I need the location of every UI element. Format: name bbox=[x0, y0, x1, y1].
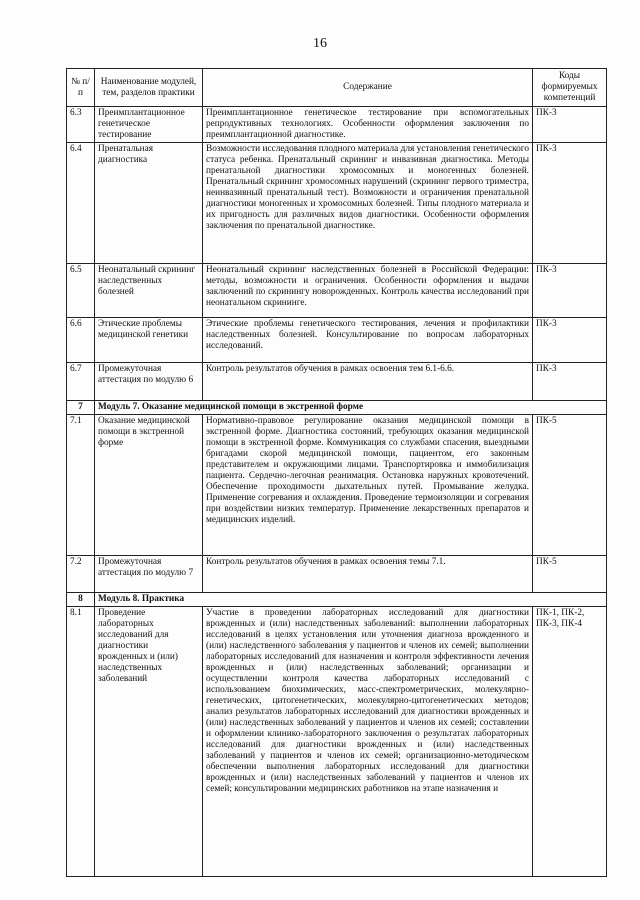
table-row bbox=[67, 556, 607, 593]
row-name: Проведение лабораторных исследований для диагностики врожденных и (или) наследственных заболеваний bbox=[95, 607, 203, 877]
row-codes: ПК-3 bbox=[533, 363, 607, 401]
header-num: № п/п bbox=[67, 69, 95, 107]
row-content: Контроль результатов обучения в рамках освоения темы 7.1. bbox=[203, 556, 533, 593]
header-name: Наименование модулей, тем, разделов практики bbox=[95, 69, 203, 107]
page-number: 16 bbox=[313, 36, 327, 51]
row-content: Неонатальный скрининг наследственных болезней в Российской Федерации: методы, возможности и ограничения. Особенности оформления и выдачи заключений по скринингу новорожденных. Контроль качества исследований при неонатальном скрининге. bbox=[203, 264, 533, 318]
row-name: Пренатальная диагностика bbox=[95, 143, 203, 264]
module-heading-row bbox=[67, 401, 607, 415]
table-header-row bbox=[67, 69, 607, 107]
table-row bbox=[67, 107, 607, 143]
row-name: Оказание медицинской помощи в экстренной форме bbox=[95, 415, 203, 556]
row-name: Промежуточная аттестация по модулю 7 bbox=[95, 556, 203, 593]
header-codes: Коды формируемых компетенций bbox=[533, 69, 607, 107]
row-name: Этические проблемы медицинской генетики bbox=[95, 318, 203, 363]
row-codes: ПК-3 bbox=[533, 318, 607, 363]
row-codes: ПК-3 bbox=[533, 143, 607, 264]
row-codes: ПК-3 bbox=[533, 264, 607, 318]
row-num: 6.5 bbox=[67, 264, 95, 318]
module-title: Модуль 7. Оказание медицинской помощи в экстренной форме bbox=[95, 401, 607, 415]
row-content: Участие в проведении лабораторных исследований для диагностики врожденных и (или) наследственных заболеваний: выполнении лабораторных исследований в целях установления или уточнения диагноза врожденного и (или) наследственного заболевания у пациентов и членов их семей; выполнении лабораторных исследований для назначения и контроля эффективности лечения врожденных и (или) наследственных заболеваний; организации и осуществлении контроля качества лабораторных исследований с использованием биохимических, масс-спектрометрических, молекулярно-генетических, цитогенетических, молекулярно-цитогенетических методов; анализ результатов лабораторных исследований для диагностики врожденных и (или) наследственных заболеваний у пациентов и членов их семей; составлении и оформлении клинико-лабораторного заключения о результатах лабораторных исследований для диагностики врожденных и (или) наследственных заболеваний у пациентов и членов их семей; организационно-методическом обеспечении выполнения лабораторных исследований для диагностики врожденных и (или) наследственных заболеваний у пациентов и членов их семей; консультировании медицинских работников на этапе назначения и bbox=[203, 607, 533, 877]
module-heading-row bbox=[67, 593, 607, 607]
table-row bbox=[67, 607, 607, 877]
row-num: 7.1 bbox=[67, 415, 95, 556]
row-num: 7.2 bbox=[67, 556, 95, 593]
row-content: Нормативно-правовое регулирование оказания медицинской помощи в экстренной форме. Диагностика состояний, требующих оказания медицинской помощи в экстренной форме. Коммуникация со службами спасения, выездными бригадами скорой медицинской помощи, пациентом, его законным представителем и окружающими лицами. Транспортировка и иммобилизация пациента. Сердечно-легочная реанимация. Остановка наружных кровотечений. Обеспечение проходимости дыхательных путей. Промывание желудка. Применение согревания и охлаждения. Проведение термоизоляции и согревания при воздействии низких температур. Применение лекарственных препаратов и медицинских изделий. bbox=[203, 415, 533, 556]
row-num: 6.6 bbox=[67, 318, 95, 363]
row-name: Промежуточная аттестация по модулю 6 bbox=[95, 363, 203, 401]
row-num: 6.3 bbox=[67, 107, 95, 143]
row-name: Неонатальный скрининг наследственных болезней bbox=[95, 264, 203, 318]
row-name: Преимплантационное генетическое тестирование bbox=[95, 107, 203, 143]
table-row bbox=[67, 363, 607, 401]
row-codes: ПК-5 bbox=[533, 415, 607, 556]
row-codes: ПК-3 bbox=[533, 107, 607, 143]
table-row bbox=[67, 318, 607, 363]
row-content: Преимплантационное генетическое тестирование при вспомогательных репродуктивных технологиях. Особенности оформления заключения по преимплантационной диагностике. bbox=[203, 107, 533, 143]
table-row bbox=[67, 264, 607, 318]
row-num: 8.1 bbox=[67, 607, 95, 877]
module-title: Модуль 8. Практика bbox=[95, 593, 607, 607]
row-codes: ПК-5 bbox=[533, 556, 607, 593]
table-row bbox=[67, 415, 607, 556]
curriculum-table bbox=[66, 68, 607, 877]
row-content: Этические проблемы генетического тестирования, лечения и профилактики наследственных болезней. Консультирование по вопросам лабораторных исследований. bbox=[203, 318, 533, 363]
module-num: 8 bbox=[67, 593, 95, 607]
row-content: Контроль результатов обучения в рамках освоения тем 6.1-6.6. bbox=[203, 363, 533, 401]
table-row bbox=[67, 143, 607, 264]
row-num: 6.4 bbox=[67, 143, 95, 264]
row-num: 6.7 bbox=[67, 363, 95, 401]
row-content: Возможности исследования плодного материала для установления генетического статуса ребенка. Пренатальный скрининг и инвазивная диагностика. Методы пренатальной диагностики хромосомных и моногенных болезней. Пренатальный скрининг хромосомных нарушений (скрининг первого триместра, неинвазивный пренатальный тест). Возможности и ограничения пренатальной диагностики моногенных и хромосомных болезней. Типы плодного материала и их пригодность для различных видов диагностики. Особенности оформления заключения по пренатальной диагностике. bbox=[203, 143, 533, 264]
header-content: Содержание bbox=[203, 69, 533, 107]
module-num: 7 bbox=[67, 401, 95, 415]
row-codes: ПК-1, ПК-2, ПК-3, ПК-4 bbox=[533, 607, 607, 877]
